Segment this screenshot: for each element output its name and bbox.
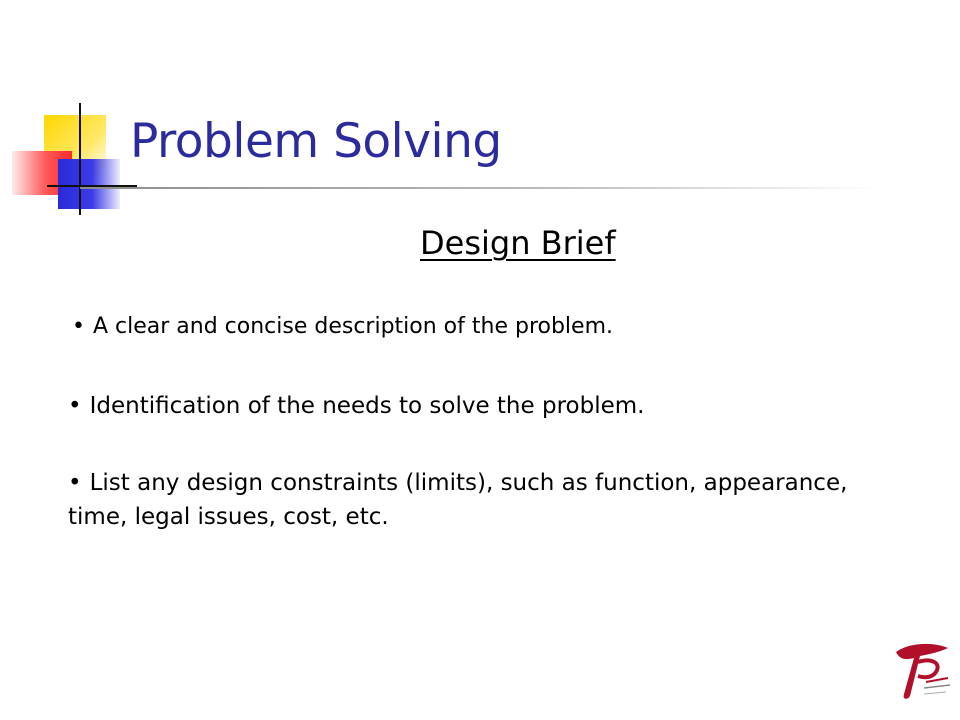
bullet-icon: • xyxy=(72,314,85,339)
blue-square-decoration xyxy=(58,159,120,209)
bullet-text: Identification of the needs to solve the problem. xyxy=(89,393,645,419)
slide-title: Problem Solving xyxy=(130,114,502,169)
title-divider xyxy=(80,187,880,189)
corner-decoration xyxy=(0,95,140,225)
bullet-item xyxy=(68,466,888,534)
slide-subtitle: Design Brief xyxy=(420,224,616,262)
bullet-item xyxy=(72,310,613,344)
bullet-icon: • xyxy=(68,470,82,496)
bullet-icon: • xyxy=(68,393,82,419)
vertical-line-decoration xyxy=(79,103,81,215)
project-lead-the-way-logo-icon xyxy=(890,638,956,708)
bullet-text: List any design constraints (limits), such as function, appearance, time, legal issues, cost, etc. xyxy=(68,470,848,530)
bullet-text: A clear and concise description of the problem. xyxy=(92,314,614,339)
bullet-item xyxy=(68,389,644,423)
